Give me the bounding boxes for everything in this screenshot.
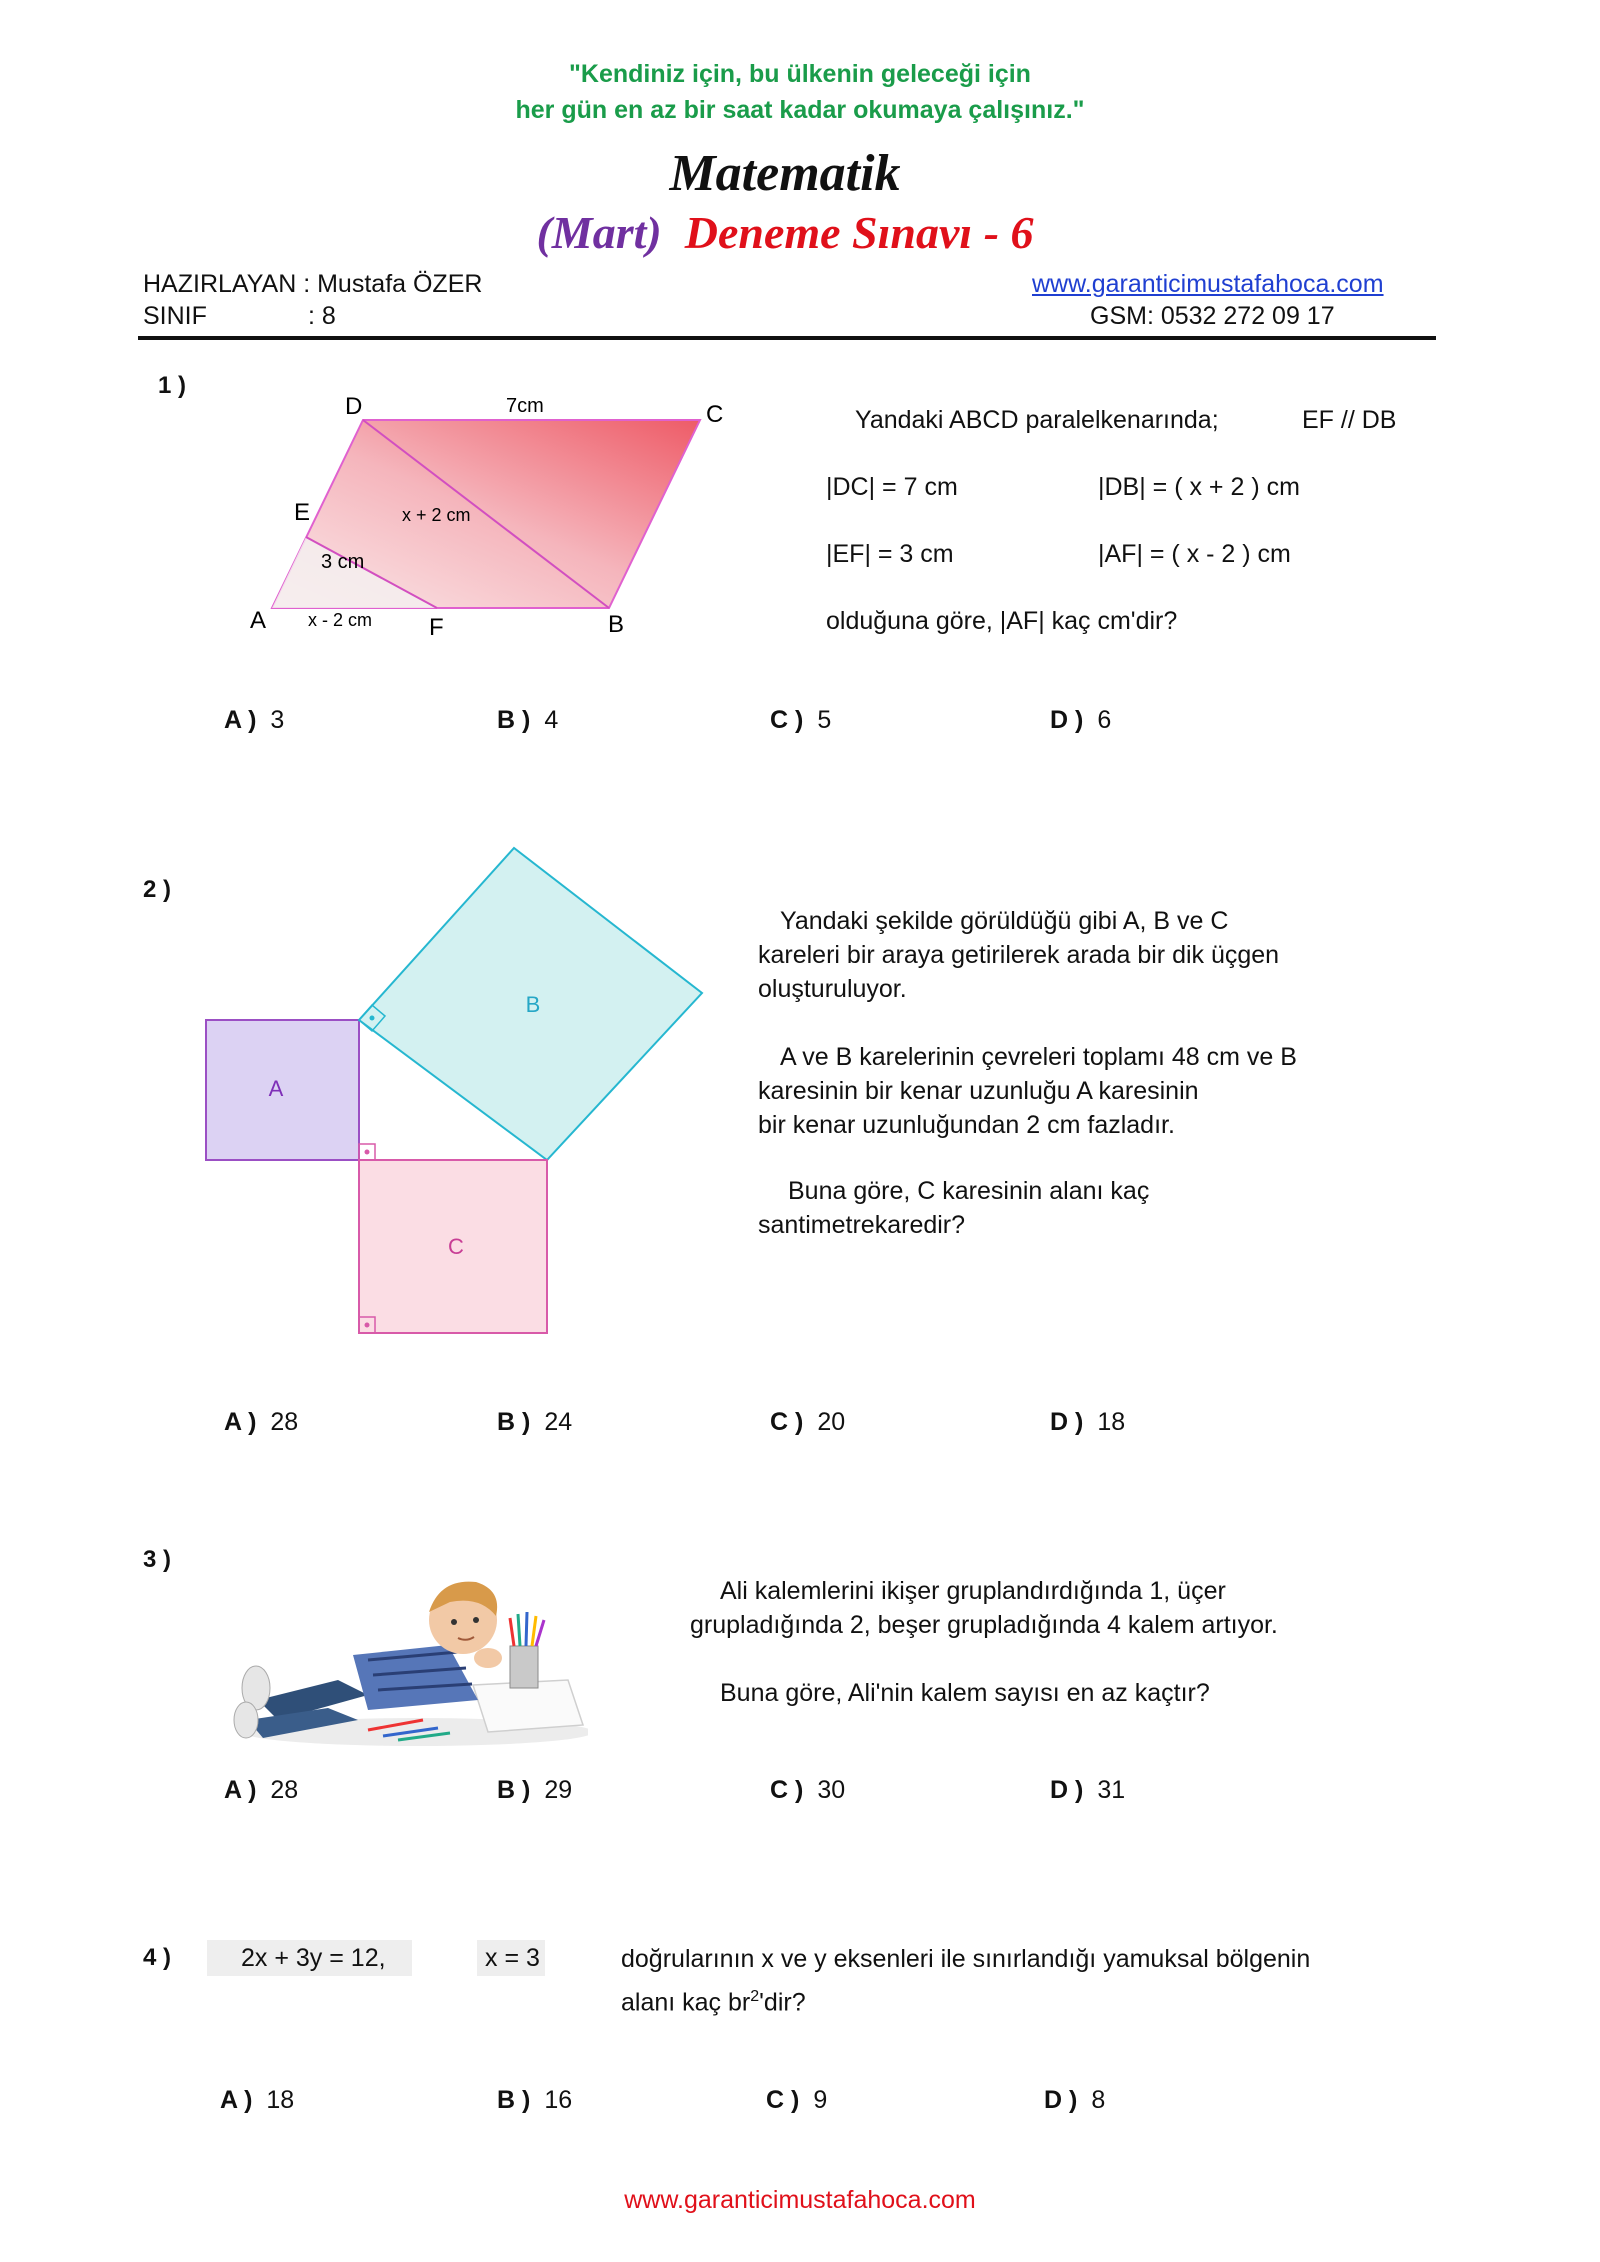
subtitle-month: (Mart) [536, 207, 662, 258]
question-4-equation-1: 2x + 3y = 12, [241, 1944, 386, 1972]
label-square-b: B [525, 992, 541, 1017]
page-title: Matematik [669, 145, 901, 202]
question-4-text: doğrularının x ve y eksenleri ile sınırlandığı yamuksal bölgenin alanı kaç $br^2'dir$? [621, 1945, 1311, 2017]
subtitle-exam: Deneme Sınavı - 6 [684, 207, 1034, 258]
question-3-number: 3 ) [143, 1546, 172, 1573]
question-4-equation-1-box [207, 1940, 412, 1976]
label-a: A [250, 607, 267, 634]
label-e: E [294, 499, 311, 526]
question-3-option-c[interactable]: C ) 30 [770, 1776, 846, 1804]
gsm: GSM: 0532 272 09 17 [1090, 302, 1335, 330]
question-1-intro: Yandaki ABCD paralelkenarında; [855, 406, 1219, 434]
question-2-squares-figure [190, 830, 730, 1350]
author: HAZIRLAYAN : Mustafa ÖZER [143, 270, 483, 298]
question-4-option-a[interactable]: A ) 18 [220, 2086, 295, 2114]
label-af-length: x - 2 cm [308, 610, 373, 630]
question-3-option-b[interactable]: B ) 29 [497, 1776, 573, 1804]
label-square-a: A [268, 1076, 284, 1101]
question-1-option-c[interactable]: C ) 5 [770, 706, 832, 734]
grade-label: SINIF [143, 302, 207, 330]
question-2-option-c[interactable]: C ) 20 [770, 1408, 846, 1436]
label-db-length: x + 2 cm [402, 505, 471, 525]
header-website-link[interactable]: www.garanticimustafahoca.com [1032, 270, 1384, 298]
question-1-given-af: |AF| = ( x - 2 ) cm [1098, 540, 1291, 568]
question-4-equation-2: x = 3 [485, 1944, 540, 1972]
question-4-equation-2-box [477, 1940, 545, 1976]
question-2-paragraph-2: A ve B karelerinin çevreleri toplamı 48 cm ve B karesinin bir kenar uzunluğu A karesinin bir kenar uzunluğundan 2 cm fazladır. [758, 1043, 1297, 1139]
question-1-given-db: |DB| = ( x + 2 ) cm [1098, 473, 1300, 501]
label-f: F [429, 614, 444, 640]
question-2-number: 2 ) [143, 876, 172, 903]
label-b: B [608, 611, 625, 638]
grade-value: : 8 [308, 302, 336, 330]
question-4-option-b[interactable]: B ) 16 [497, 2086, 573, 2114]
question-2-option-d[interactable]: D ) 18 [1050, 1408, 1126, 1436]
label-square-c: C [448, 1234, 464, 1259]
question-1-given-dc: |DC| = 7 cm [826, 473, 958, 501]
label-dc-length: 7cm [506, 395, 544, 417]
question-2-paragraph-1: Yandaki şekilde görüldüğü gibi A, B ve C kareleri bir araya getirilerek arada bir dik üçgen oluşturuluyor. [758, 907, 1280, 1003]
question-3-option-d[interactable]: D ) 31 [1050, 1776, 1126, 1804]
question-3-boy-drawing-image [218, 1560, 588, 1750]
question-4-option-d[interactable]: D ) 8 [1044, 2086, 1106, 2114]
question-1-text: olduğuna göre, |AF| kaç cm'dir? [826, 607, 1178, 635]
question-1-option-a[interactable]: A ) 3 [224, 706, 285, 734]
question-1-option-d[interactable]: D ) 6 [1050, 706, 1112, 734]
question-4-number: 4 ) [143, 1944, 172, 1971]
question-3-text: Ali kalemlerini ikişer gruplandırdığında 1, üçer grupladığında 2, beşer grupladığında 4 kalem artıyor. Buna göre, Ali'nin kalem sayısı en az kaçtır? [690, 1577, 1278, 1707]
label-c: C [706, 401, 724, 428]
label-d: D [345, 393, 363, 420]
question-3-option-a[interactable]: A ) 28 [224, 1776, 299, 1804]
page-subtitle [0, 206, 1570, 259]
question-1-parallelogram-figure [230, 370, 750, 640]
header-divider [138, 336, 1436, 340]
question-1-option-b[interactable]: B ) 4 [497, 706, 559, 734]
question-1-number: 1 ) [158, 372, 187, 399]
question-1-given-ef: |EF| = 3 cm [826, 540, 954, 568]
motto-line-1: "Kendiniz için, bu ülkenin geleceği için [569, 60, 1031, 88]
question-1-relation: EF // DB [1302, 406, 1397, 434]
footer-website-link[interactable]: www.garanticimustafahoca.com [624, 2186, 976, 2214]
question-2-option-b[interactable]: B ) 24 [497, 1408, 573, 1436]
question-2-paragraph-3: Buna göre, C karesinin alanı kaç santimetrekaredir? [758, 1177, 1150, 1239]
question-4-option-c[interactable]: C ) 9 [766, 2086, 828, 2114]
question-2-option-a[interactable]: A ) 28 [224, 1408, 299, 1436]
label-ef-length: 3 cm [321, 551, 365, 573]
motto-line-2: her gün en az bir saat kadar okumaya çalışınız." [515, 96, 1085, 124]
